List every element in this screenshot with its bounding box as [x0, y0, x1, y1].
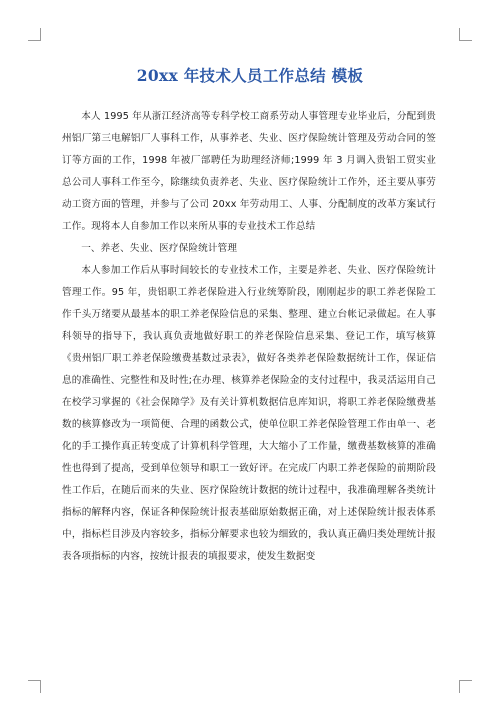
section-heading: 一、养老、失业、医疗保险统计管理 [81, 243, 238, 254]
section-paragraph: 本人参加工作后从事时间较长的专业技术工作，主要是养老、失业、医疗保险统计管理工作。95 年，贵铝职工养老保险进入行业统筹阶段，刚刚起步的职工养老保险工作千头万绪要从最基本的职工养老保险信息的采集、整理、建立台帐记录做起。在人事科领导的指导下，我认真负责地做好职工的养老保险信息采集、登记工作，填写核算《贵州铝厂职工养老保险缴费基数过录表》，做好各类养老保险数据统计工作，保证信息的准确性、完整性和及时性;在办理、核算养老保险金的支付过程中，我灵活运用自己在校学习掌握的《社会保障学》及有关计算机数据信息库知识，将职工养老保险缴费基数的核算修改为一项简便、合理的函数公式，使单位职工养老保险管理工作由单一、老化的手工操作真正转变成了计算机科学管理，大大缩小了工作量，缴费基数核算的准确性也得到了提高，受到单位领导和职工一致好评。在完成厂内职工养老保险的前期阶段性工作后，在随后而来的失业、医疗保险统计数据的统计过程中，我准确理解各类统计指标的解释内容，保证各种保险统计报表基础原始数据正确，对上述保险统计报表体系中，指标栏目涉及内容较多，指标分解要求也较为细致的，我认真正确归类处理统计报表各项指标的内容，按统计报表的填报要求，使发生数据变 [62, 265, 436, 562]
crop-mark-top-left [28, 28, 41, 41]
document-body [62, 106, 436, 568]
crop-mark-bottom-right [459, 680, 472, 693]
crop-mark-bottom-left [28, 680, 41, 693]
intro-paragraph: 本人 1995 年从浙江经济高等专科学校工商系劳动人事管理专业毕业后，分配到贵州铝厂第三电解铝厂人事科工作，从事养老、失业、医疗保险统计管理及劳动合同的签订等方面的工作，1998 年被厂部聘任为助理经济师;1999 年 3 月调入贵铝工贸实业总公司人事科工作至今，除继续负责养老、失业、医疗保险统计工作外，还主要从事劳动工资方面的管理，并参与了公司 20xx 年劳动用工、人事、分配制度的改革方案试行工作。现将本人自参加工作以来所从事的专业技术工作总结 [62, 111, 436, 232]
crop-mark-top-right [459, 28, 472, 41]
document-title: 20xx 年技术人员工作总结 模板 [136, 66, 364, 85]
